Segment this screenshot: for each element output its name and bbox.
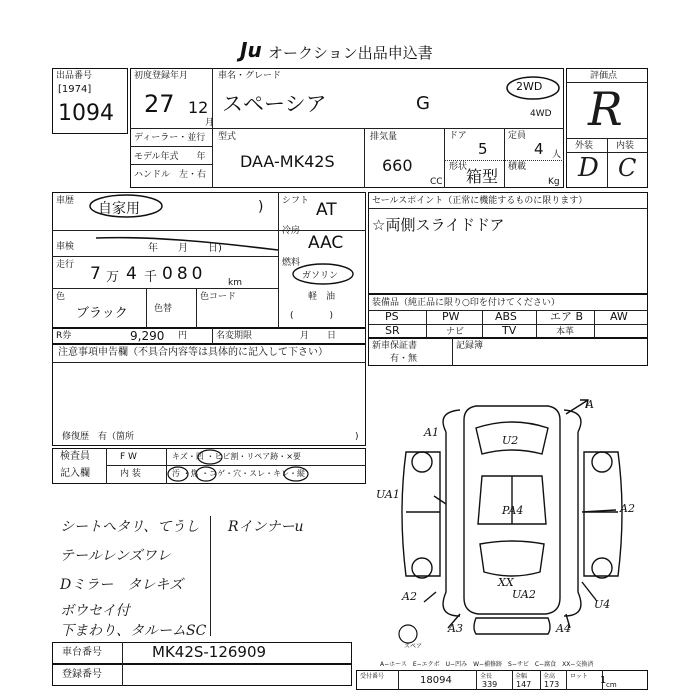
entry-label: 記入欄: [60, 468, 90, 479]
capacity-label: 定員: [508, 131, 527, 141]
inspector-row2: 汚 ・焦 ・コゲ・穴・スレ・キレ・縦: [172, 469, 306, 478]
mileage-u2: 千: [144, 270, 158, 285]
handwritten-note-5: 下まわり、タルームSC: [60, 623, 207, 639]
spare-tire-icon: [399, 625, 417, 643]
eval-int-label: 内装: [616, 141, 635, 151]
repair-close-paren: ): [355, 432, 359, 442]
mark-xx: XX: [498, 576, 514, 589]
eval-ext-label: 外装: [575, 141, 594, 151]
fuel-diesel: 軽 油: [308, 292, 336, 302]
inspection-label: 車検: [56, 242, 75, 252]
ac-value: AAC: [308, 233, 344, 253]
shape-label: 形状: [449, 162, 468, 172]
drive-4wd: 4WD: [530, 109, 552, 119]
ju-logo: Ju: [240, 38, 262, 62]
eval-score: R: [588, 82, 623, 136]
ac-label: 冷房: [282, 226, 301, 236]
mileage-d1: 7: [90, 264, 101, 284]
handwritten-note-1: シートへタリ、てうし: [60, 519, 200, 535]
equip-airbag: エア B: [550, 310, 584, 323]
reg-month: 12: [188, 98, 209, 117]
fuel-gas: ガソリン: [302, 271, 339, 281]
history-circle: [86, 192, 166, 220]
handwritten-note-4: ボウセイ付: [60, 603, 130, 619]
inspector-circles: [166, 448, 366, 484]
fuel-other: ( ): [290, 311, 334, 321]
equip-aw: AW: [610, 310, 628, 323]
notes-label: 注意事項申告欄（不具合内容等は具体的に記入して下さい）: [58, 347, 328, 358]
color-code-label: 色コード: [200, 292, 237, 302]
equipment-label: 装備品（純正品に限り○印を付けてください）: [372, 298, 560, 308]
reg-month-unit: 月: [205, 118, 215, 128]
doors-value: 5: [478, 140, 488, 158]
eval-ext: D: [578, 153, 599, 183]
footer-width-label: 全幅: [515, 673, 528, 680]
mark-u2: U2: [502, 434, 519, 447]
mileage-unit: km: [228, 278, 242, 288]
footer-height-label: 全高: [543, 673, 556, 680]
footer-height-value: 173: [544, 680, 560, 689]
sales-point: ☆両側スライドドア: [372, 216, 505, 234]
drive-2wd: 2WD: [516, 80, 543, 93]
diagram-top-arrow: A: [586, 398, 594, 411]
mark-a4: A4: [556, 622, 571, 635]
mileage-label: 走行: [56, 260, 75, 270]
warranty-options: 有・無: [390, 354, 418, 364]
footer-lot-value: 1: [600, 675, 607, 686]
handwritten-note-right: Rインナーu: [228, 519, 304, 535]
mark-ua2: UA2: [512, 588, 536, 601]
diagram-spare-label: スペア: [404, 643, 423, 650]
mark-a2-left: A2: [402, 590, 417, 603]
history-value: 自家用: [98, 201, 140, 217]
capacity-unit: 人: [552, 150, 562, 160]
name-change-label: 名変期限: [216, 331, 253, 341]
notes-box: [52, 344, 366, 446]
drive-circle: [504, 74, 562, 102]
repair-history-label: 修復歴 有（箇所: [62, 432, 135, 442]
mark-a1: A1: [424, 426, 439, 439]
car-damage-diagram: [376, 392, 648, 650]
equip-navi: ナビ: [446, 327, 465, 337]
reg-year: 27: [144, 90, 175, 118]
load-unit: Kg: [548, 177, 560, 187]
equip-leather: 本革: [556, 327, 575, 337]
reg-label: 初度登録年月: [134, 71, 189, 81]
color-label: 色: [56, 292, 66, 302]
shift-label: シフト: [282, 196, 310, 206]
engine-value: 660: [382, 156, 413, 175]
footer-length-label: 全長: [480, 673, 493, 680]
equip-abs: ABS: [495, 310, 517, 323]
mileage-d3: 080: [162, 264, 207, 284]
model-value: DAA-MK42S: [240, 152, 335, 171]
lot-code: [1974]: [58, 84, 92, 95]
model-label: 型式: [218, 132, 237, 142]
mark-ua1: UA1: [376, 488, 400, 501]
lot-number: 1094: [58, 101, 114, 126]
shape-value: 箱型: [466, 167, 499, 186]
inspector-label: 検査員: [60, 451, 90, 462]
recycle-unit: 円: [178, 331, 188, 341]
fuel-circle: [290, 262, 356, 286]
handwritten-note-3: Dミラー タレキズ: [60, 577, 183, 593]
footer-reception-value: 18094: [420, 675, 452, 686]
shift-value: AT: [316, 200, 337, 220]
equip-sr: SR: [385, 324, 400, 337]
mark-pa4: PA4: [502, 504, 524, 517]
footer-lot-label: ロット: [570, 673, 588, 680]
mileage-d2: 4: [126, 264, 137, 284]
lot-label: 出品番号: [56, 71, 93, 81]
color-change-label: 色替: [154, 304, 173, 314]
mileage-u1: 万: [106, 270, 120, 285]
capacity-value: 4: [534, 140, 544, 158]
eval-label: 評価点: [590, 71, 618, 81]
engine-label: 排気量: [370, 132, 398, 142]
equip-ps: PS: [385, 310, 399, 323]
handwritten-note-2: テールレンズワレ: [60, 548, 171, 564]
car-grade: G: [416, 93, 430, 114]
dealer-line: ディーラー・並行: [134, 133, 206, 143]
inspector-interior: 内 装: [120, 469, 141, 479]
doors-label: ドア: [449, 131, 467, 141]
eval-int: C: [618, 154, 637, 182]
inspector-fw: F W: [120, 452, 137, 462]
model-year-line: モデル年式 年: [134, 152, 206, 162]
car-name: スペーシア: [222, 92, 327, 116]
fuel-label: 燃料: [282, 258, 301, 268]
mark-a3: A3: [448, 622, 463, 635]
handle-line: ハンドル 左・右: [134, 170, 207, 180]
footer-length-value: 339: [482, 680, 498, 689]
footer-unit: cm: [606, 681, 617, 689]
mark-a2-right: A2: [620, 502, 635, 515]
inspector-row1: キズ・凹 ・ヒビ割・リペア跡・×要: [172, 452, 301, 461]
history-label: 車歴: [56, 196, 75, 206]
equip-pw: PW: [442, 310, 460, 323]
plate-label: 登録番号: [62, 669, 102, 680]
damage-legend: A−ホース E−エクボ U−凹み W−補修跡 S−サビ C−腐食 XX−交換済: [380, 661, 594, 668]
name-change-suffix: 月 日: [300, 331, 337, 341]
recycle-label: R券: [56, 331, 72, 341]
recycle-value: 9,290: [130, 329, 165, 343]
form-title: オークション出品申込書: [268, 44, 433, 62]
chassis-value: MK42S-126909: [152, 643, 267, 661]
mark-u4: U4: [594, 598, 611, 611]
footer-width-value: 147: [516, 680, 532, 689]
name-label: 車名・グレード: [218, 71, 282, 81]
sales-label: セールスポイント（正常に機能するものに限ります）: [372, 196, 588, 206]
footer-reception-label: 受付番号: [360, 673, 385, 680]
inspection-value: 年 月 日): [128, 243, 222, 254]
inspection-strike: [92, 232, 282, 254]
warranty-label: 新車保証書: [372, 341, 418, 351]
engine-unit: CC: [430, 177, 443, 187]
history-paren: ): [258, 199, 264, 215]
record-label: 記録簿: [456, 341, 484, 351]
equip-tv: TV: [502, 324, 517, 337]
color-value: ブラック: [76, 306, 128, 321]
chassis-label: 車台番号: [62, 647, 102, 658]
load-label: 積載: [508, 162, 527, 172]
